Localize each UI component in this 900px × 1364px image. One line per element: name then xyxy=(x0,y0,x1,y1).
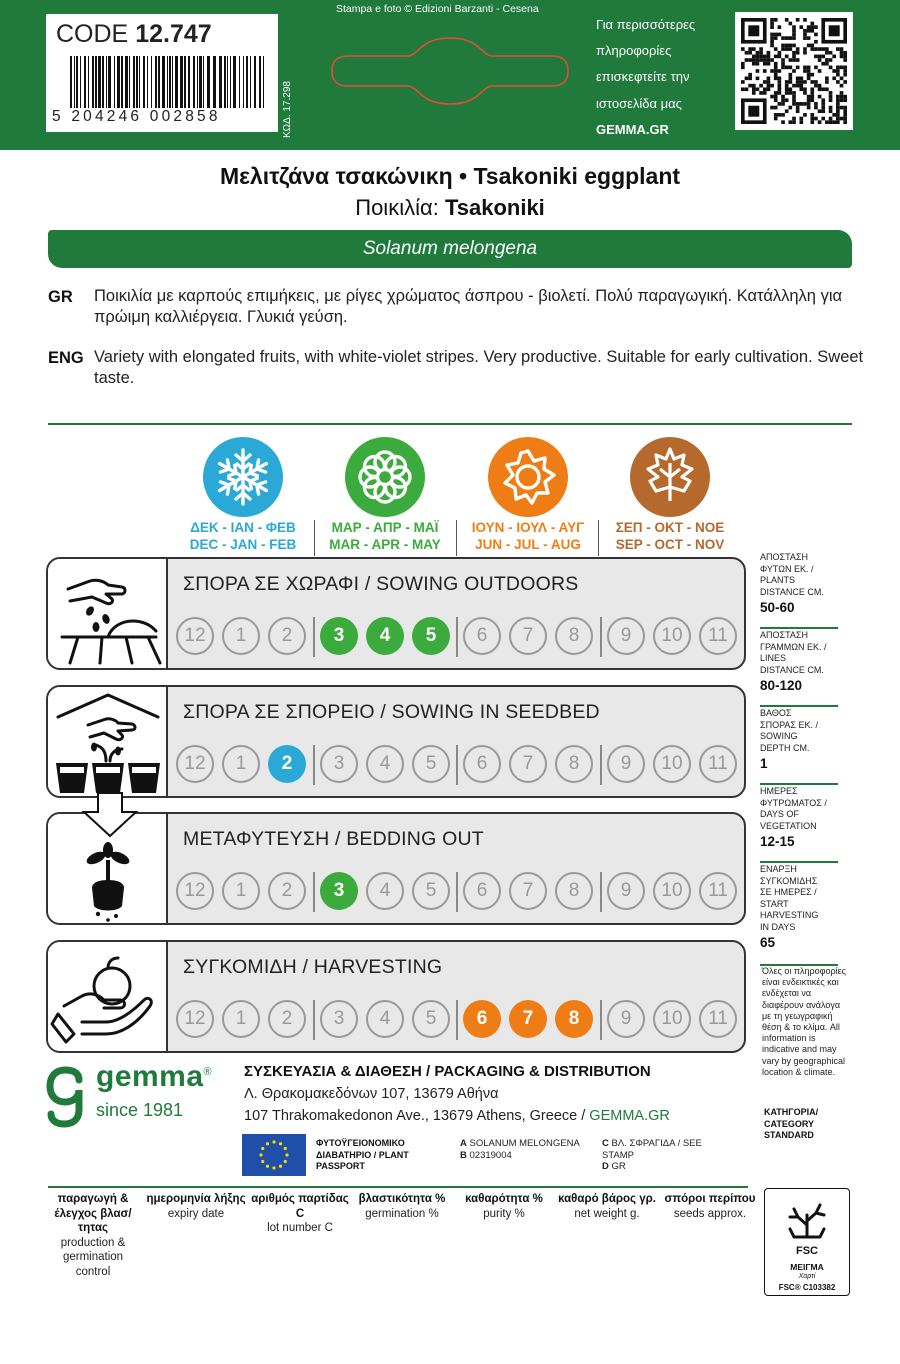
month-row xyxy=(176,617,746,661)
spec-divider xyxy=(760,705,838,707)
footer-production: παραγωγή & έλεγχος βλασ/τητας production & germination control xyxy=(54,1193,132,1278)
season-winter-label: ΔΕΚ - ΙΑΝ - ΦΕΒ DEC - JAN - FEB xyxy=(189,520,297,552)
footer-net-weight: καθαρό βάρος γρ. net weight g. xyxy=(558,1193,656,1220)
down-arrow-icon xyxy=(76,792,144,838)
month-circle: 6 xyxy=(463,617,501,655)
month-separator xyxy=(600,1000,602,1040)
month-separator xyxy=(313,872,315,912)
stage-title: ΜΕΤΑΦΥΤΕΥΣΗ / BEDDING OUT xyxy=(183,828,484,850)
spec-value: 50-60 xyxy=(760,600,795,615)
month-circle: 1 xyxy=(222,617,260,655)
footer-germination: βλαστικότητα % germination % xyxy=(358,1193,446,1220)
spec-label: ΦΥΤΡΩΜΑΤΟΣ / xyxy=(760,797,827,808)
spec-label: ΣΠΟΡΑΣ ΕΚ. / xyxy=(760,719,818,730)
month-circle: 9 xyxy=(607,1000,645,1038)
month-circle: 6 xyxy=(463,872,501,910)
variety-line: Ποικιλία: Tsakoniki xyxy=(355,195,545,220)
internal-code: ΚΩΔ. 17.298 xyxy=(282,81,293,138)
spec-divider xyxy=(760,783,838,785)
month-separator xyxy=(313,1000,315,1040)
month-separator xyxy=(456,745,458,785)
spec-label: ΣΥΓΚΟΜΙΔΗΣ xyxy=(760,875,818,886)
section-divider xyxy=(48,423,852,425)
month-circle: 5 xyxy=(412,872,450,910)
spec-label: ΗΜΕΡΕΣ xyxy=(760,786,798,796)
month-circle: 2 xyxy=(268,617,306,655)
month-circle: 4 xyxy=(366,872,404,910)
qr-code[interactable] xyxy=(735,12,853,130)
stage-title: ΣΠΟΡΑ ΣΕ ΧΩΡΑΦΙ / SOWING OUTDOORS xyxy=(183,573,579,595)
stage-title: ΣΥΓΚΟΜΙΔΗ / HARVESTING xyxy=(183,956,443,978)
spec-block xyxy=(760,552,838,615)
printer-credit: Stampa e foto © Edizioni Barzanti - Cesena xyxy=(336,3,539,15)
plant-passport-label: ΦΥΤΟΫΓΕΙΟΝΟΜΙΚΟ ΔΙΑΒΑΤΗΡΙΟ / PLANT PASSPORT xyxy=(316,1138,409,1171)
spec-value: 65 xyxy=(760,935,776,950)
stage-sowing-seedbed xyxy=(46,685,746,798)
spec-label: VEGETATION xyxy=(760,820,817,831)
month-circle: 7 xyxy=(509,1000,547,1038)
address-gr: Λ. Θρακομακεδόνων 107, 13679 Αθήνα xyxy=(244,1086,499,1102)
stage-sowing-outdoors xyxy=(46,557,746,670)
month-circle: 8 xyxy=(555,617,593,655)
brand-name: gemma® xyxy=(96,1060,213,1093)
month-circle: 12 xyxy=(176,745,214,783)
spec-label: SOWING xyxy=(760,731,798,741)
month-circle: 2 xyxy=(268,745,306,783)
month-circle: 3 xyxy=(320,745,358,783)
month-circle: 5 xyxy=(412,617,450,655)
footer-purity: καθαρότητα % purity % xyxy=(465,1193,543,1220)
season-separator xyxy=(456,520,457,556)
month-separator xyxy=(600,872,602,912)
month-circle: 10 xyxy=(653,617,691,655)
stage-bedding-out xyxy=(46,812,746,925)
month-circle: 3 xyxy=(320,872,358,910)
footer-seeds: σπόροι περίπου seeds approx. xyxy=(664,1193,756,1220)
month-circle: 11 xyxy=(699,872,737,910)
season-separator xyxy=(314,520,315,556)
spec-block xyxy=(760,708,838,771)
spec-label: START xyxy=(760,898,789,909)
month-row xyxy=(176,872,746,916)
fsc-mix: ΜΕΙΓΜΑ xyxy=(790,1262,824,1272)
product-code: CODE 12.747 xyxy=(56,20,212,48)
month-circle: 5 xyxy=(412,745,450,783)
footer-lot: αριθμός παρτίδας C lot number C xyxy=(251,1193,349,1234)
packaging-title: ΣΥΣΚΕΥΑΣΙΑ & ΔΙΑΘΕΣΗ / PACKAGING & DISTRIBUTION xyxy=(244,1063,651,1080)
address-en: 107 Thrakomakedonon Ave., 13679 Athens, Greece / GEMMA.GR xyxy=(244,1108,670,1124)
month-circle: 12 xyxy=(176,617,214,655)
month-circle: 1 xyxy=(222,1000,260,1038)
fsc-name: FSC xyxy=(796,1245,818,1257)
header-band xyxy=(0,0,900,150)
sowing-outdoors-icon xyxy=(48,559,168,668)
spec-block xyxy=(760,630,838,693)
sowing-seedbed-icon xyxy=(48,687,168,796)
disclaimer-text: Όλες οι πληροφορίες είναι ενδεικτικές και ενδέχεται να διαφέρουν ανάλογα με τη γεωγραφική θέση & το κλίμα. All information is indicative and may vary by geographical location & climate. xyxy=(762,966,846,1077)
lang-code-en: ENG xyxy=(48,349,84,367)
barcode-icon xyxy=(70,56,266,108)
spec-label: ΣΕ ΗΜΕΡΕΣ / xyxy=(760,887,817,897)
lang-code-gr: GR xyxy=(48,288,73,306)
spec-label: HARVESTING xyxy=(760,910,819,920)
category-label: ΚΑΤΗΓΟΡΙΑ/ CATEGORY STANDARD xyxy=(764,1107,819,1140)
month-circle: 12 xyxy=(176,1000,214,1038)
month-circle: 11 xyxy=(699,745,737,783)
spec-label: DISTANCE CM. xyxy=(760,664,824,675)
stage-harvesting xyxy=(46,940,746,1053)
spec-label: IN DAYS xyxy=(760,921,796,932)
month-circle: 7 xyxy=(509,745,547,783)
snowflake-icon xyxy=(203,437,283,517)
stage-title: ΣΠΟΡΑ ΣΕ ΣΠΟΡΕΙΟ / SOWING IN SEEDBED xyxy=(183,701,600,723)
month-separator xyxy=(313,617,315,657)
hang-hole-outline-icon xyxy=(328,34,572,108)
season-summer-label: ΙΟΥΝ - ΙΟΥΛ - ΑΥΓ JUN - JUL - AUG xyxy=(471,520,585,552)
month-circle: 8 xyxy=(555,872,593,910)
spec-label: ΓΡΑΜΜΩΝ ΕΚ. / xyxy=(760,641,827,652)
flower-icon xyxy=(345,437,425,517)
website-link[interactable]: GEMMA.GR xyxy=(589,1108,670,1124)
description-gr: Ποικιλία με καρπούς επιμήκεις, με ρίγες χρώματος άσπρου - βιολετί. Πολύ παραγωγική. Κατάλληλη για πρώιμη καλλιέργεια. Γλυκιά γεύση. xyxy=(94,287,843,326)
month-row xyxy=(176,745,746,789)
month-circle: 9 xyxy=(607,617,645,655)
spec-block xyxy=(760,786,838,849)
barcode-number: 5 204246 002858 xyxy=(52,108,221,125)
eu-flag-icon xyxy=(242,1134,306,1176)
gemma-logo-icon xyxy=(46,1066,86,1128)
month-circle: 8 xyxy=(555,745,593,783)
leaf-icon xyxy=(630,437,710,517)
latin-name-bar xyxy=(48,230,852,268)
month-circle: 10 xyxy=(653,745,691,783)
spec-label: DAYS OF xyxy=(760,809,799,819)
spec-label: ΦΥΤΩΝ ΕΚ. / xyxy=(760,563,814,574)
month-separator xyxy=(456,617,458,657)
fsc-tree-icon xyxy=(784,1195,830,1241)
season-autumn-label: ΣΕΠ - ΟΚΤ - ΝΟΕ SEP - OCT - NOV xyxy=(615,520,725,552)
footer-divider xyxy=(48,1186,748,1188)
month-circle: 3 xyxy=(320,1000,358,1038)
month-circle: 6 xyxy=(463,745,501,783)
month-circle: 4 xyxy=(366,1000,404,1038)
month-circle: 4 xyxy=(366,617,404,655)
spec-label: PLANTS xyxy=(760,575,796,585)
month-circle: 9 xyxy=(607,872,645,910)
spec-value: 1 xyxy=(760,756,768,771)
month-circle: 10 xyxy=(653,1000,691,1038)
fsc-badge xyxy=(764,1188,850,1296)
month-circle: 1 xyxy=(222,745,260,783)
month-separator xyxy=(600,617,602,657)
month-separator xyxy=(313,745,315,785)
month-circle: 1 xyxy=(222,872,260,910)
spec-label: ΑΠΟΣΤΑΣΗ xyxy=(760,552,808,562)
barcode-panel xyxy=(46,14,278,132)
month-circle: 10 xyxy=(653,872,691,910)
brand-since: since 1981 xyxy=(96,1100,184,1120)
month-circle: 11 xyxy=(699,1000,737,1038)
month-circle: 9 xyxy=(607,745,645,783)
month-circle: 7 xyxy=(509,872,547,910)
spec-divider xyxy=(760,861,838,863)
month-row xyxy=(176,1000,746,1044)
spec-value: 12-15 xyxy=(760,834,795,849)
product-title: Μελιτζάνα τσακώνικη • Tsakoniki eggplant xyxy=(219,163,681,189)
spec-value: 80-120 xyxy=(760,678,803,693)
website-link[interactable]: GEMMA.GR xyxy=(596,121,669,137)
description-en: Variety with elongated fruits, with white-violet stripes. Very productive. Suitable for early cultivation. Sweet taste. xyxy=(94,348,864,387)
footer-expiry: ημερομηνία λήξης expiry date xyxy=(146,1193,246,1220)
latin-name: Solanum melongena xyxy=(362,238,538,259)
spec-label: LINES xyxy=(760,653,787,663)
spec-label: DISTANCE CM. xyxy=(760,586,824,597)
spec-label: ΒΑΘΟΣ xyxy=(760,708,792,718)
month-circle: 11 xyxy=(699,617,737,655)
month-circle: 2 xyxy=(268,1000,306,1038)
month-circle: 12 xyxy=(176,872,214,910)
harvesting-icon xyxy=(48,942,168,1051)
spec-label: ΑΠΟΣΤΑΣΗ xyxy=(760,630,808,640)
sun-icon xyxy=(488,437,568,517)
month-separator xyxy=(600,745,602,785)
month-circle: 5 xyxy=(412,1000,450,1038)
month-separator xyxy=(456,872,458,912)
passport-fields-ab: A SOLANUM MELONGENA B 02319004 xyxy=(460,1138,580,1161)
season-spring-label: ΜΑΡ - ΑΠΡ - ΜΑΪ MAR - APR - MAY xyxy=(329,520,441,552)
passport-fields-cd: C ΒΛ. ΣΦΡΑΓΙΔΑ / SEE STAMP D GR xyxy=(602,1138,702,1172)
season-separator xyxy=(598,520,599,556)
month-separator xyxy=(456,1000,458,1040)
month-circle: 3 xyxy=(320,617,358,655)
spec-label: DEPTH CM. xyxy=(760,742,810,753)
month-circle: 7 xyxy=(509,617,547,655)
more-info-text: Για περισσότερες πληροφορίες επισκεφτείτε την ιστοσελίδα μας GEMMA.GR xyxy=(596,12,736,143)
spec-divider xyxy=(760,627,838,629)
fsc-code: FSC® C103382 xyxy=(778,1283,836,1292)
month-circle: 8 xyxy=(555,1000,593,1038)
month-circle: 6 xyxy=(463,1000,501,1038)
qr-code-icon xyxy=(741,18,847,124)
month-circle: 2 xyxy=(268,872,306,910)
month-circle: 4 xyxy=(366,745,404,783)
spec-block xyxy=(760,864,838,950)
fsc-paper: Χαρτί xyxy=(798,1273,816,1280)
spec-label: ΕΝΑΡΞΗ xyxy=(760,864,797,874)
